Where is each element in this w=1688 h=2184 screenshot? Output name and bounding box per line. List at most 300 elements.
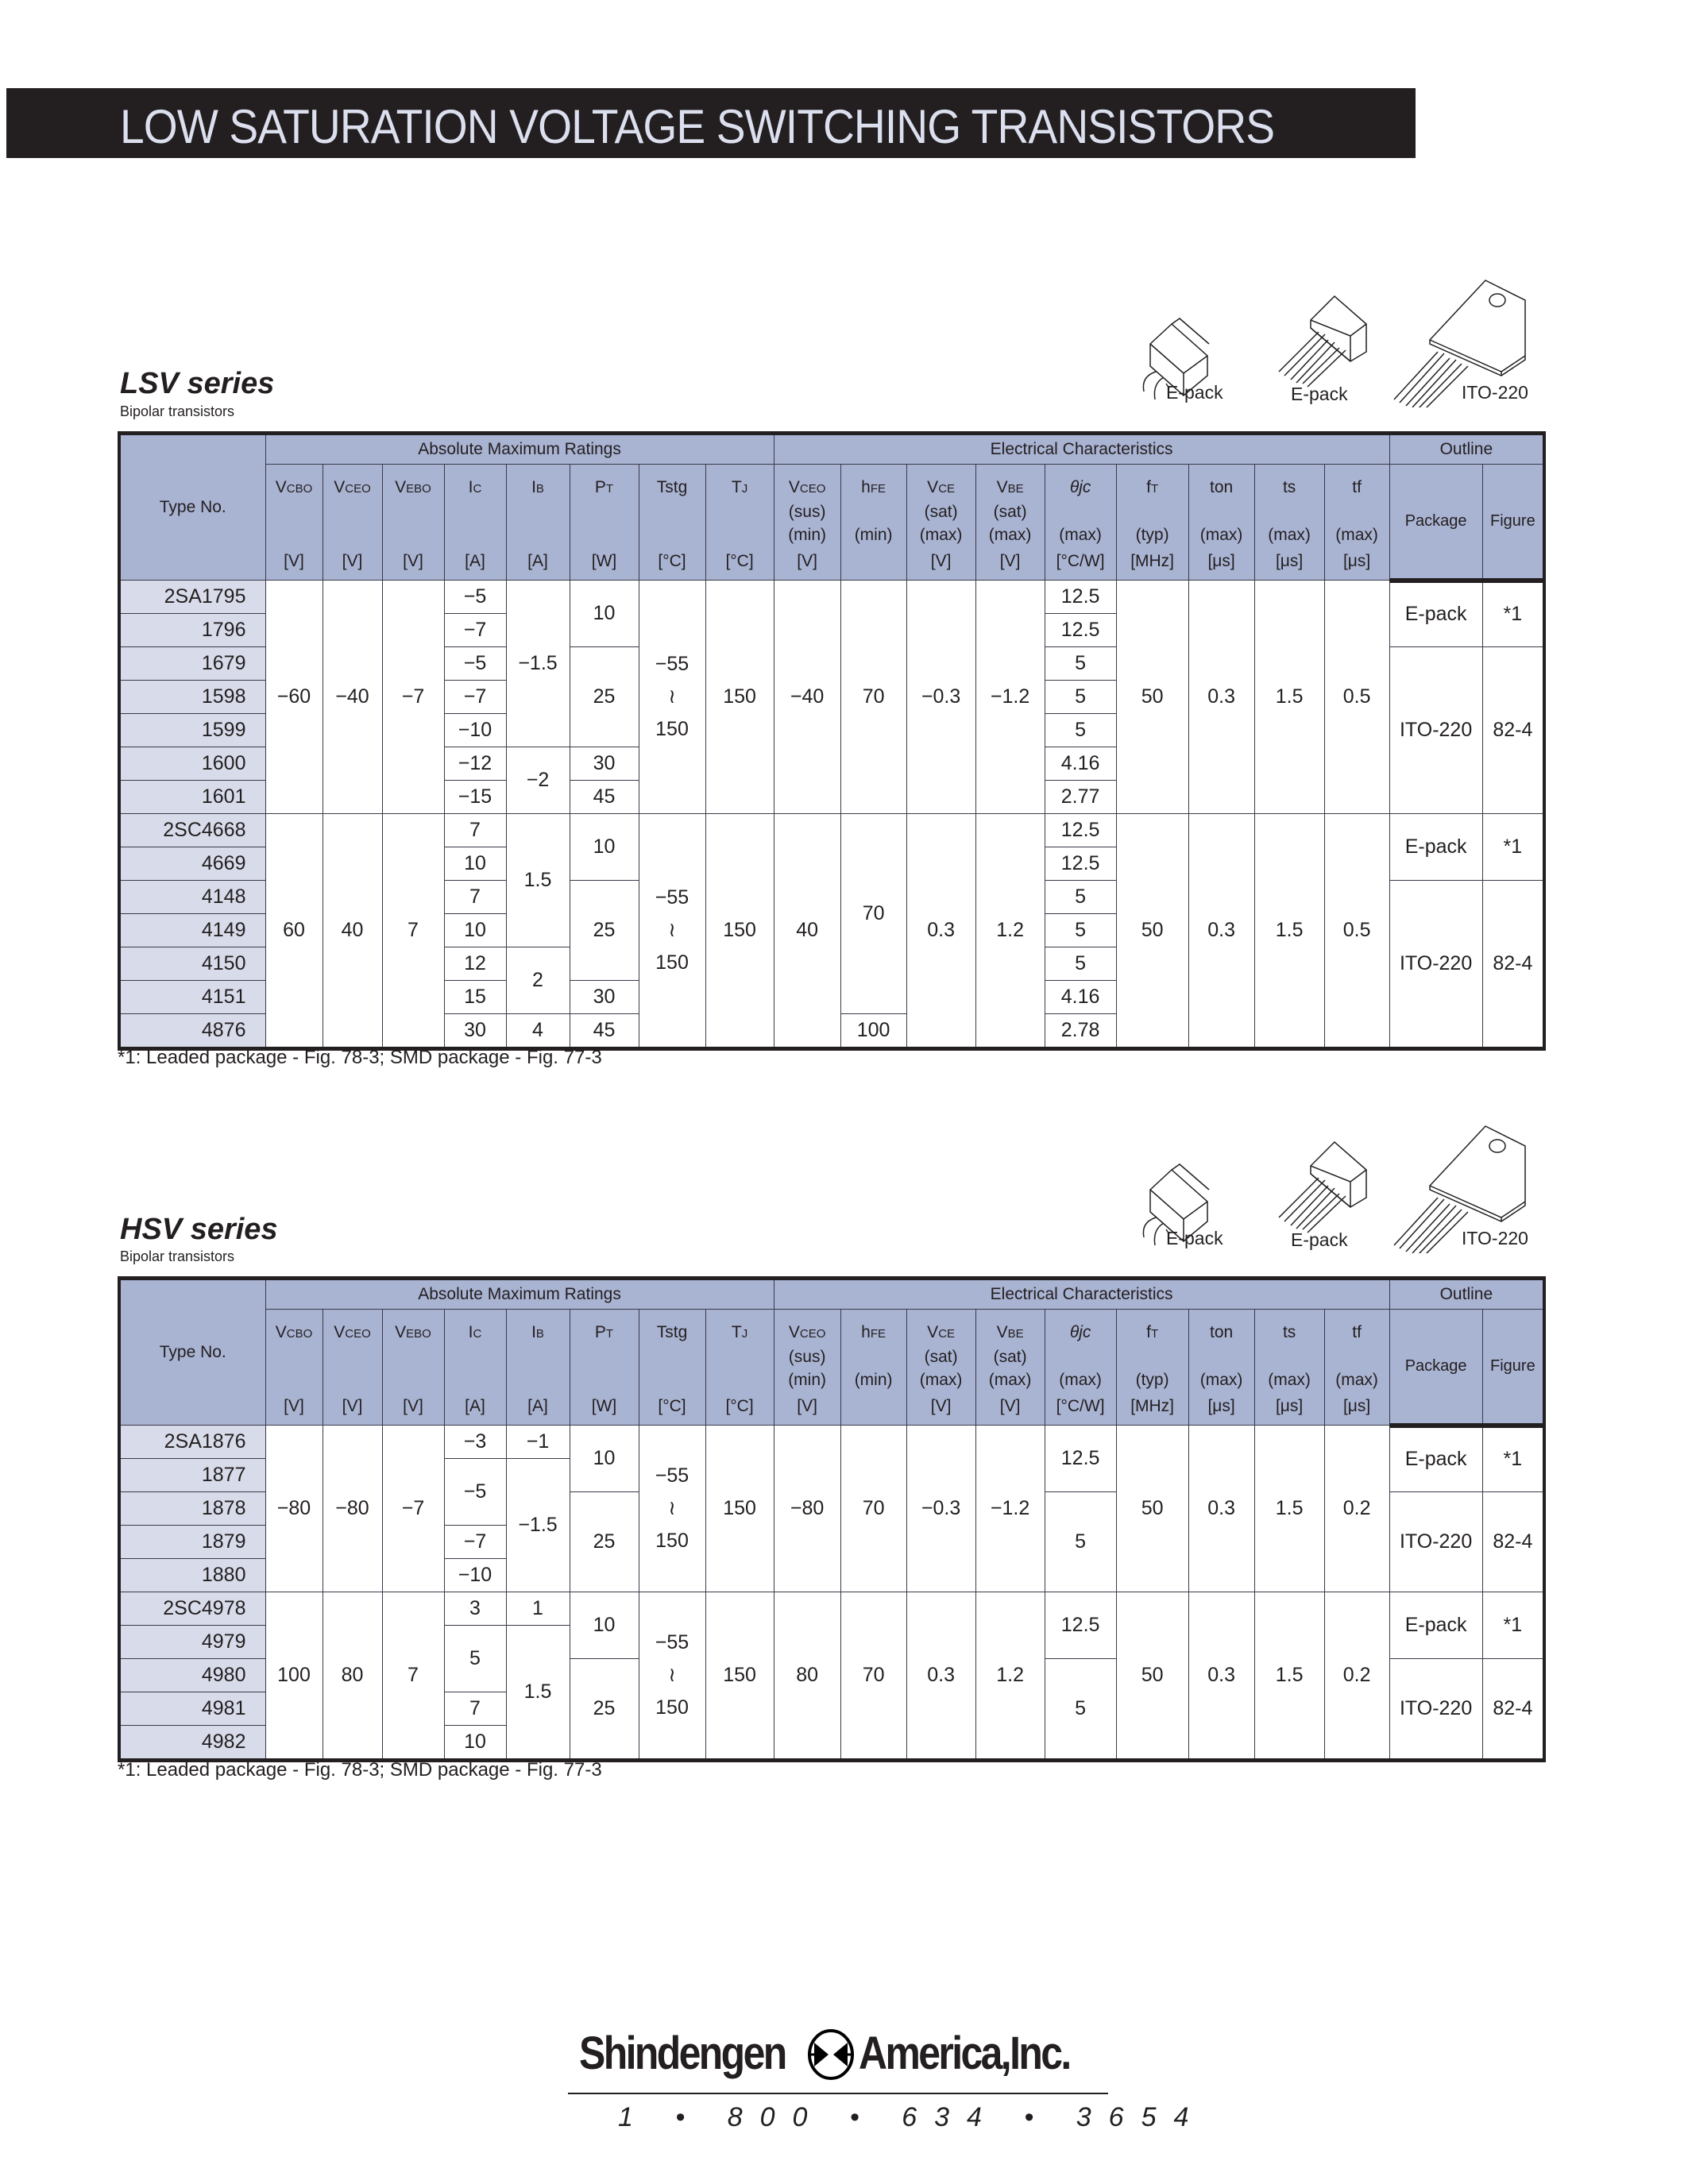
footnote: *1: Leaded package - Fig. 78-3; SMD package - Fig. 77-3 [118,1047,602,1068]
value-cell: 10 [570,814,639,881]
param-header [570,1310,639,1426]
param-unit: [V] [999,1397,1021,1415]
type-no-cell: 4876 [119,1014,265,1049]
param-header [323,465,382,581]
value-cell: 3 [444,1592,506,1626]
value-cell: 0.5 [1324,581,1389,814]
param-header [506,465,570,581]
param-header [1188,465,1254,581]
type-no-header: Type No. [119,1279,265,1426]
package-label: ITO-220 [1462,382,1528,403]
type-no-cell: 1601 [119,781,265,814]
param-subscript: T [1150,482,1159,496]
param-limit: (max) [988,1371,1032,1389]
param-symbol: I [468,1323,473,1341]
value-cell: 70 [840,1426,906,1592]
value-cell: E-pack [1389,1426,1482,1492]
param-header [506,1310,570,1426]
param-subscript: CE [938,482,956,496]
value-cell: 100 [265,1592,323,1761]
param-unit: [V] [403,552,423,570]
package-label: E-pack [1166,382,1223,403]
shindengen-logo-icon [806,2028,856,2081]
param-symbol: V [996,478,1008,496]
value-cell: 30 [570,747,639,781]
value-cell: 5 [1045,647,1116,681]
type-no-cell: 1600 [119,747,265,781]
type-no-cell: 1599 [119,714,265,747]
param-symbol: θjc [1069,1323,1091,1341]
param-symbol: θjc [1069,478,1091,496]
value-cell: 100 [840,1014,906,1049]
param-limit: (max) [1059,1371,1102,1389]
param-unit: [V] [342,1397,363,1415]
value-cell: −7 [444,1526,506,1559]
value-cell: −0.3 [906,581,975,814]
param-symbol: V [996,1323,1008,1341]
param-name [469,1321,482,1345]
param-symbol: f [1146,478,1151,496]
value-cell: 50 [1116,581,1188,814]
param-name [334,1321,371,1345]
param-name [1070,476,1091,500]
param-condition: (sat) [924,1348,958,1366]
value-cell: −7 [444,614,506,647]
param-name [997,476,1024,500]
value-cell: E-pack [1389,1592,1482,1659]
type-no-cell: 2SC4668 [119,814,265,847]
package-illustrations [1120,1110,1549,1261]
value-cell: 12.5 [1045,581,1116,614]
header-group-row [119,1279,1544,1310]
value-cell: −80 [323,1426,382,1592]
param-unit: [MHz] [1130,552,1175,570]
value-cell: 40 [323,814,382,1049]
value-cell: *1 [1482,1592,1544,1659]
param-name [395,1321,431,1345]
param-name [789,1321,826,1345]
value-cell: −7 [444,681,506,714]
param-symbol: V [927,478,939,496]
value-cell: −80 [265,1426,323,1592]
param-symbol: T [731,478,742,496]
spec-table [118,1276,1546,1762]
value-cell: 12.5 [1045,1426,1116,1492]
param-limit: (max) [1268,526,1311,544]
param-unit: [A] [527,1397,548,1415]
param-limit: (max) [1335,1371,1378,1389]
param-header [265,1310,323,1426]
value-cell: E-pack [1389,814,1482,881]
value-cell: ITO-220 [1389,1492,1482,1592]
value-cell: 82-4 [1482,881,1544,1049]
param-symbol: I [531,1323,536,1341]
value-cell: 5 [1045,947,1116,981]
param-unit: [μs] [1275,552,1304,570]
param-symbol: ton [1210,478,1234,496]
value-cell: −3 [444,1426,506,1459]
value-cell: 50 [1116,814,1188,1049]
param-name [789,476,826,500]
value-cell: 82-4 [1482,1492,1544,1592]
value-cell: 0.3 [1188,1426,1254,1592]
table-row [119,814,1544,847]
value-cell: 1.5 [1254,1592,1324,1761]
type-no-cell: 1679 [119,647,265,681]
param-name [1146,476,1158,500]
value-cell: −15 [444,781,506,814]
param-subscript: EBO [406,1327,431,1341]
param-symbol: h [861,478,871,496]
package-label: ITO-220 [1462,1228,1528,1248]
value-cell: −0.3 [906,1426,975,1592]
spec-table [118,431,1546,1051]
value-cell: 150 [705,581,774,814]
param-name [1210,1321,1233,1345]
value-cell: 70 [840,1592,906,1761]
value-cell: 12.5 [1045,1592,1116,1659]
param-symbol: f [1146,1323,1151,1341]
param-unit: [°C] [658,1397,686,1415]
param-name [595,1321,613,1345]
param-subscript: T [605,1327,614,1341]
param-symbol: V [334,1323,346,1341]
value-cell: 30 [444,1014,506,1049]
value-cell: 2.77 [1045,781,1116,814]
param-symbol: P [594,1323,606,1341]
value-cell: 150 [705,814,774,1049]
param-symbol: I [531,478,536,496]
param-unit: [V] [797,552,817,570]
param-symbol: V [334,478,346,496]
param-symbol: V [927,1323,939,1341]
value-cell: 10 [570,1592,639,1659]
value-cell: −1.2 [975,1426,1045,1592]
param-name [276,1321,313,1345]
param-name [1352,1321,1362,1345]
param-unit: [MHz] [1130,1397,1175,1415]
param-subscript: CEO [345,1327,371,1341]
param-name [334,476,371,500]
value-cell: 50 [1116,1592,1188,1761]
type-no-cell: 1598 [119,681,265,714]
param-symbol: V [395,1323,407,1341]
package-header: Package [1389,465,1482,581]
param-header [705,465,774,581]
value-cell: −60 [265,581,323,814]
param-header [1254,1310,1324,1426]
value-cell: 7 [382,1592,444,1761]
value-cell: −5 [444,581,506,614]
param-symbol: Tstg [656,1323,688,1341]
value-cell: 5 [1045,1492,1116,1592]
param-header [1188,1310,1254,1426]
value-cell: 1.2 [975,814,1045,1049]
outline-header: Outline [1389,434,1544,465]
value-cell: 150 [705,1592,774,1761]
param-limit: (min) [854,1371,893,1389]
value-cell: 1.5 [506,1626,570,1761]
value-cell: ITO-220 [1389,1659,1482,1761]
value-cell: −1.2 [975,581,1045,814]
type-no-cell: 1878 [119,1492,265,1526]
param-symbol: ts [1282,1323,1296,1341]
param-header [1045,1310,1116,1426]
param-subscript: T [605,482,614,496]
param-unit: [V] [930,1397,952,1415]
param-unit: [μs] [1342,552,1371,570]
param-unit: [μs] [1207,552,1235,570]
type-no-cell: 4982 [119,1726,265,1761]
value-cell: −12 [444,747,506,781]
package-illustrations [1120,264,1549,415]
param-header [382,1310,444,1426]
param-subscript: B [535,482,544,496]
abs-max-header: Absolute Maximum Ratings [265,1279,774,1310]
param-subscript: BE [1007,482,1024,496]
param-subscript: CBO [286,482,313,496]
elec-char-header: Electrical Characteristics [774,434,1389,465]
value-cell: 12.5 [1045,814,1116,847]
type-no-cell: 4148 [119,881,265,914]
param-name [395,476,431,500]
param-unit: [μs] [1207,1397,1235,1415]
figure-header: Figure [1482,1310,1544,1426]
param-limit: (max) [1059,526,1102,544]
param-symbol: V [788,478,800,496]
param-subscript: EBO [406,482,431,496]
param-limit: (max) [988,526,1032,544]
value-cell: 25 [570,881,639,981]
value-cell: −80 [774,1426,840,1592]
value-cell: 10 [444,914,506,947]
company-logo [579,2027,1103,2082]
value-cell: 5 [1045,681,1116,714]
param-unit: [V] [999,552,1021,570]
param-unit: [A] [527,552,548,570]
param-symbol: tf [1352,478,1362,496]
param-subscript: FE [870,1327,886,1341]
param-name [861,1321,886,1345]
param-header [774,1310,840,1426]
param-unit: [°C] [658,552,686,570]
param-condition: (sus) [788,1348,826,1366]
type-no-cell: 1880 [119,1559,265,1592]
value-cell: 50 [1116,1426,1188,1592]
value-cell: 0.5 [1324,814,1389,1049]
type-no-header: Type No. [119,434,265,581]
table-row [119,1592,1544,1626]
value-cell: 70 [840,814,906,1014]
param-header [1254,465,1324,581]
type-no-cell: 2SC4978 [119,1592,265,1626]
param-name [595,476,613,500]
footer-divider [568,2093,1108,2094]
param-header [975,465,1045,581]
param-name [732,476,747,500]
param-header [570,465,639,581]
value-cell: 0.3 [906,1592,975,1761]
param-symbol: tf [1352,1323,1362,1341]
value-cell: 30 [570,981,639,1014]
value-cell: −7 [382,581,444,814]
value-cell: 12.5 [1045,614,1116,647]
value-cell: 15 [444,981,506,1014]
value-cell: 10 [444,847,506,881]
param-subscript: C [473,482,482,496]
param-header [1045,465,1116,581]
param-condition: (sat) [924,503,958,521]
type-no-cell: 4150 [119,947,265,981]
value-cell: 0.2 [1324,1426,1389,1592]
param-limit: (typ) [1135,1371,1169,1389]
value-cell: 2.78 [1045,1014,1116,1049]
package-label: E-pack [1166,1228,1223,1248]
param-name [1070,1321,1091,1345]
value-cell: −40 [774,581,840,814]
value-cell: *1 [1482,1426,1544,1492]
param-header [444,465,506,581]
table-row [119,1426,1544,1459]
param-name [1283,476,1296,500]
param-symbol: T [731,1323,742,1341]
value-cell: 5 [444,1626,506,1692]
value-cell: 80 [774,1592,840,1761]
param-subscript: CE [938,1327,956,1341]
value-cell: *1 [1482,814,1544,881]
series-subtitle: Bipolar transistors [120,1248,235,1264]
param-header [906,1310,975,1426]
param-unit: [V] [284,552,304,570]
value-cell: 5 [1045,714,1116,747]
param-unit: [°C] [725,1397,754,1415]
value-cell: 12.5 [1045,847,1116,881]
param-limit: (max) [1268,1371,1311,1389]
value-cell: 60 [265,814,323,1049]
value-cell: 4 [506,1014,570,1049]
param-unit: [V] [403,1397,423,1415]
figure-header: Figure [1482,465,1544,581]
param-name [531,1321,544,1345]
param-header [639,1310,705,1426]
type-no-cell: 2SA1795 [119,581,265,614]
value-cell: 1 [506,1592,570,1626]
value-cell: E-pack [1389,581,1482,647]
param-header [265,465,323,581]
type-no-cell: 4981 [119,1692,265,1726]
param-header [382,465,444,581]
param-limit: (min) [788,526,827,544]
value-cell: 7 [444,814,506,847]
param-name [1210,476,1233,500]
value-cell: −55 ≀ 150 [639,1592,705,1761]
param-limit: (max) [919,526,963,544]
series-title: LSV series [120,367,275,400]
param-name [1146,1321,1158,1345]
type-no-cell: 2SA1876 [119,1426,265,1459]
value-cell: 150 [705,1426,774,1592]
param-header [1324,465,1389,581]
value-cell: 4.16 [1045,747,1116,781]
e-pack-leaded-icon [1279,296,1366,387]
type-no-cell: 4151 [119,981,265,1014]
value-cell: 1.2 [975,1592,1045,1761]
value-cell: 0.3 [1188,814,1254,1049]
value-cell: −1.5 [506,581,570,747]
param-symbol: Tstg [656,478,688,496]
header-group-row [119,434,1544,465]
package-header: Package [1389,1310,1482,1426]
value-cell: 1.5 [506,814,570,947]
series-title: HSV series [120,1213,278,1246]
value-cell: 0.2 [1324,1592,1389,1761]
value-cell: 82-4 [1482,1659,1544,1761]
value-cell: 1.5 [1254,814,1324,1049]
param-name [531,476,544,500]
param-header [444,1310,506,1426]
type-no-cell: 1877 [119,1459,265,1492]
param-limit: (typ) [1135,526,1169,544]
param-name [657,1321,688,1345]
param-header [975,1310,1045,1426]
param-header [323,1310,382,1426]
abs-max-header: Absolute Maximum Ratings [265,434,774,465]
param-limit: (min) [788,1371,827,1389]
page-title: LOW SATURATION VOLTAGE SWITCHING TRANSISTORS [120,100,1275,153]
phone-number: 1 • 800 • 634 • 3654 [618,2102,1207,2132]
value-cell: 12 [444,947,506,981]
package-label: E-pack [1291,384,1348,404]
param-symbol: ton [1210,1323,1234,1341]
param-limit: (max) [919,1371,963,1389]
value-cell: 5 [1045,881,1116,914]
param-unit: [W] [591,552,617,570]
param-symbol: ts [1282,478,1296,496]
table-row [119,581,1544,614]
param-header [1116,465,1188,581]
param-name [861,476,886,500]
param-unit: [A] [465,552,485,570]
e-pack-leaded-icon [1279,1142,1366,1233]
param-symbol: V [788,1323,800,1341]
param-unit: [A] [465,1397,485,1415]
value-cell: 7 [444,881,506,914]
param-condition: (sat) [993,503,1027,521]
param-symbol: V [395,478,407,496]
param-unit: [°C/W] [1056,552,1105,570]
value-cell: 10 [570,1426,639,1492]
value-cell: 45 [570,781,639,814]
value-cell: 45 [570,1014,639,1049]
param-name [1352,476,1362,500]
value-cell: 25 [570,647,639,747]
outline-header: Outline [1389,1279,1544,1310]
value-cell: −10 [444,714,506,747]
param-subscript: B [535,1327,544,1341]
value-cell: −5 [444,647,506,681]
package-label: E-pack [1291,1229,1348,1250]
value-cell: 10 [570,581,639,647]
param-header [705,1310,774,1426]
param-symbol: I [468,478,473,496]
type-no-cell: 4669 [119,847,265,881]
param-name [1283,1321,1296,1345]
param-header [840,465,906,581]
value-cell: 7 [444,1692,506,1726]
value-cell: 25 [570,1659,639,1761]
param-symbol: V [275,1323,287,1341]
param-limit: (max) [1199,1371,1243,1389]
